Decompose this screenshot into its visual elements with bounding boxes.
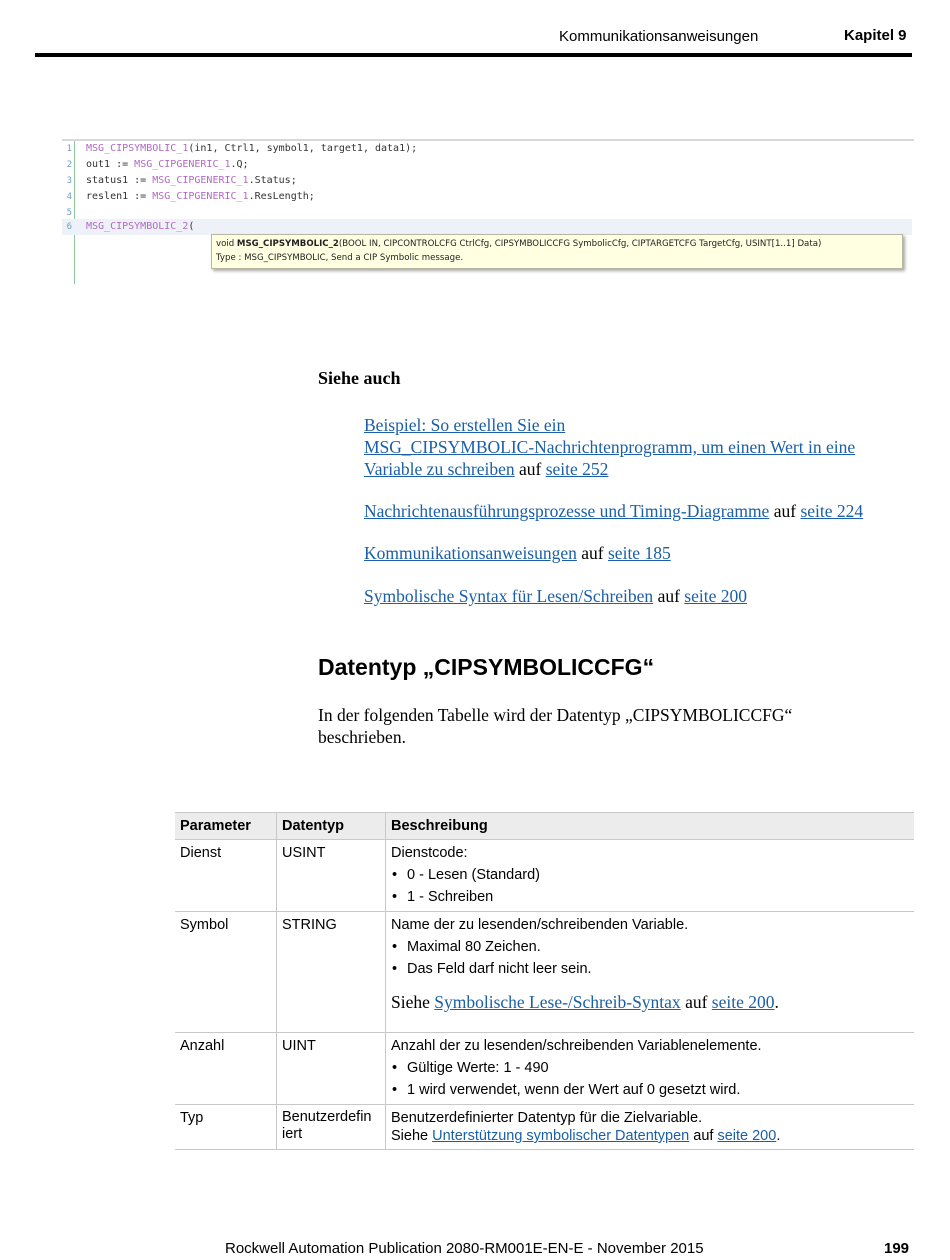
desc-cell	[386, 912, 915, 1033]
section-title: Datentyp „CIPSYMBOLICCFG“	[318, 654, 655, 680]
bullet-item: • 1 wird verwendet, wenn der Wert auf 0 gesetzt wird.	[391, 1081, 909, 1100]
see-also-ref	[364, 585, 914, 607]
bullet-item: • Gültige Werte: 1 - 490	[391, 1059, 909, 1078]
ref-on: auf	[576, 543, 608, 563]
type-cell: UINT	[277, 1033, 386, 1105]
code-line	[62, 189, 912, 205]
param-cell: Typ	[175, 1105, 277, 1150]
see-also-ref	[364, 414, 914, 480]
see-also-ref	[364, 500, 914, 522]
code-line	[62, 141, 912, 157]
section-intro: In der folgenden Tabelle wird der Datentyp „CIPSYMBOLICCFG“ beschrieben.	[318, 705, 793, 747]
code-keyword: MSG_CIPSYMBOLIC_1	[86, 143, 189, 154]
ref-page-link[interactable]: seite 224	[800, 501, 864, 521]
desc-cell	[386, 1105, 915, 1150]
tooltip-function: MSG_CIPSYMBOLIC_2	[236, 239, 339, 249]
bullet-item: • 0 - Lesen (Standard)	[391, 866, 909, 885]
table-row	[175, 912, 914, 1033]
see-reference: Siehe Unterstützung symbolischer Datentypen auf seite 200.	[391, 1128, 781, 1144]
see-link[interactable]: Unterstützung symbolischer Datentypen	[432, 1128, 690, 1144]
bullet-item: • Das Feld darf nicht leer sein.	[391, 960, 909, 979]
type-cell: STRING	[277, 912, 386, 1033]
code-keyword: MSG_CIPGENERIC_1	[152, 191, 249, 202]
tooltip-params: (BOOL IN, CIPCONTROLCFG CtrlCfg, CIPSYMBOLICCFG SymbolicCfg, CIPTARGETCFG TargetCfg, USINT[1..1] Data)	[338, 239, 822, 249]
code-text: reslen1 :=	[86, 191, 153, 202]
table-row	[175, 840, 914, 912]
table-header-row	[175, 813, 914, 840]
column-header: Datentyp	[277, 813, 386, 840]
type-cell: USINT	[277, 840, 386, 912]
desc-text: Anzahl der zu lesenden/schreibenden Variablenelemente.	[391, 1038, 762, 1054]
code-text: (in1, Ctrl1, symbol1, target1, data1);	[188, 143, 418, 154]
table-row	[175, 1033, 914, 1105]
desc-cell	[386, 1033, 915, 1105]
bullet-item: • Maximal 80 Zeichen.	[391, 938, 909, 957]
code-text: .Q;	[230, 159, 249, 170]
ref-link[interactable]: Kommunikationsanweisungen	[364, 543, 577, 563]
ref-on: auf	[653, 586, 685, 606]
ref-link[interactable]: Nachrichtenausführungsprozesse und Timing-Diagramme	[364, 501, 770, 521]
code-line	[62, 173, 912, 189]
see-reference: Siehe Symbolische Lese-/Schreib-Syntax auf seite 200.	[391, 992, 779, 1012]
line-number: 2	[66, 160, 72, 170]
ref-on: auf	[514, 459, 546, 479]
tooltip-signature	[216, 237, 898, 251]
see-page-link[interactable]: seite 200	[717, 1128, 777, 1144]
code-line-current	[62, 219, 912, 235]
see-page-link[interactable]: seite 200	[711, 992, 775, 1012]
tooltip-type: Type : MSG_CIPSYMBOLIC, Send a CIP Symbolic message.	[216, 253, 464, 263]
ref-link[interactable]: Beispiel: So erstellen Sie ein MSG_CIPSYMBOLIC-Nachrichtenprogramm, um einen Wert in eine Variable zu schreiben	[364, 415, 856, 479]
desc-text: Dienstcode:	[391, 845, 468, 861]
footer-publication: Rockwell Automation Publication 2080-RM001E-EN-E - November 2015	[225, 1240, 704, 1257]
desc-cell	[386, 840, 915, 912]
code-text: status1 :=	[86, 175, 153, 186]
code-keyword: MSG_CIPGENERIC_1	[134, 159, 231, 170]
header-rule	[35, 53, 912, 57]
code-text: .ResLength;	[248, 191, 315, 202]
running-header-section: Kommunikationsanweisungen	[559, 28, 759, 45]
desc-text: Benutzerdefinierter Datentyp für die Zielvariable.	[391, 1110, 703, 1126]
code-text: (	[188, 221, 195, 232]
desc-text: Name der zu lesenden/schreibenden Variable.	[391, 917, 689, 933]
line-number: 4	[66, 192, 72, 202]
line-number: 3	[66, 176, 72, 186]
see-also-ref	[364, 542, 914, 564]
ref-link[interactable]: Symbolische Syntax für Lesen/Schreiben	[364, 586, 654, 606]
ref-on: auf	[769, 501, 801, 521]
tooltip-prefix: void	[216, 239, 237, 249]
page-number: 199	[884, 1240, 910, 1257]
see-also-heading: Siehe auch	[318, 368, 401, 388]
ref-page-link[interactable]: seite 252	[545, 459, 609, 479]
code-keyword: MSG_CIPGENERIC_1	[152, 175, 249, 186]
column-header: Beschreibung	[386, 813, 915, 840]
see-link[interactable]: Symbolische Lese-/Schreib-Syntax	[434, 992, 681, 1012]
type-cell: Benutzerdefin iert	[277, 1105, 386, 1150]
code-line	[62, 157, 912, 173]
code-text: out1 :=	[86, 159, 135, 170]
column-header: Parameter	[175, 813, 277, 840]
line-number: 1	[66, 144, 72, 154]
line-number: 5	[66, 208, 72, 218]
datatype-table	[175, 812, 914, 1150]
param-cell: Anzahl	[175, 1033, 277, 1105]
code-text: .Status;	[248, 175, 297, 186]
code-keyword: MSG_CIPSYMBOLIC_2	[86, 221, 189, 232]
line-number: 6	[66, 222, 72, 232]
intellisense-tooltip	[211, 234, 903, 269]
bullet-item: • 1 - Schreiben	[391, 888, 909, 907]
bullet-list	[391, 1059, 909, 1100]
running-header-chapter: Kapitel 9	[844, 27, 907, 44]
bullet-list	[391, 938, 909, 979]
ref-page-link[interactable]: seite 185	[608, 543, 671, 563]
bullet-list	[391, 866, 909, 907]
ref-page-link[interactable]: seite 200	[684, 586, 747, 606]
table-row	[175, 1105, 914, 1150]
param-cell: Dienst	[175, 840, 277, 912]
param-cell: Symbol	[175, 912, 277, 1033]
